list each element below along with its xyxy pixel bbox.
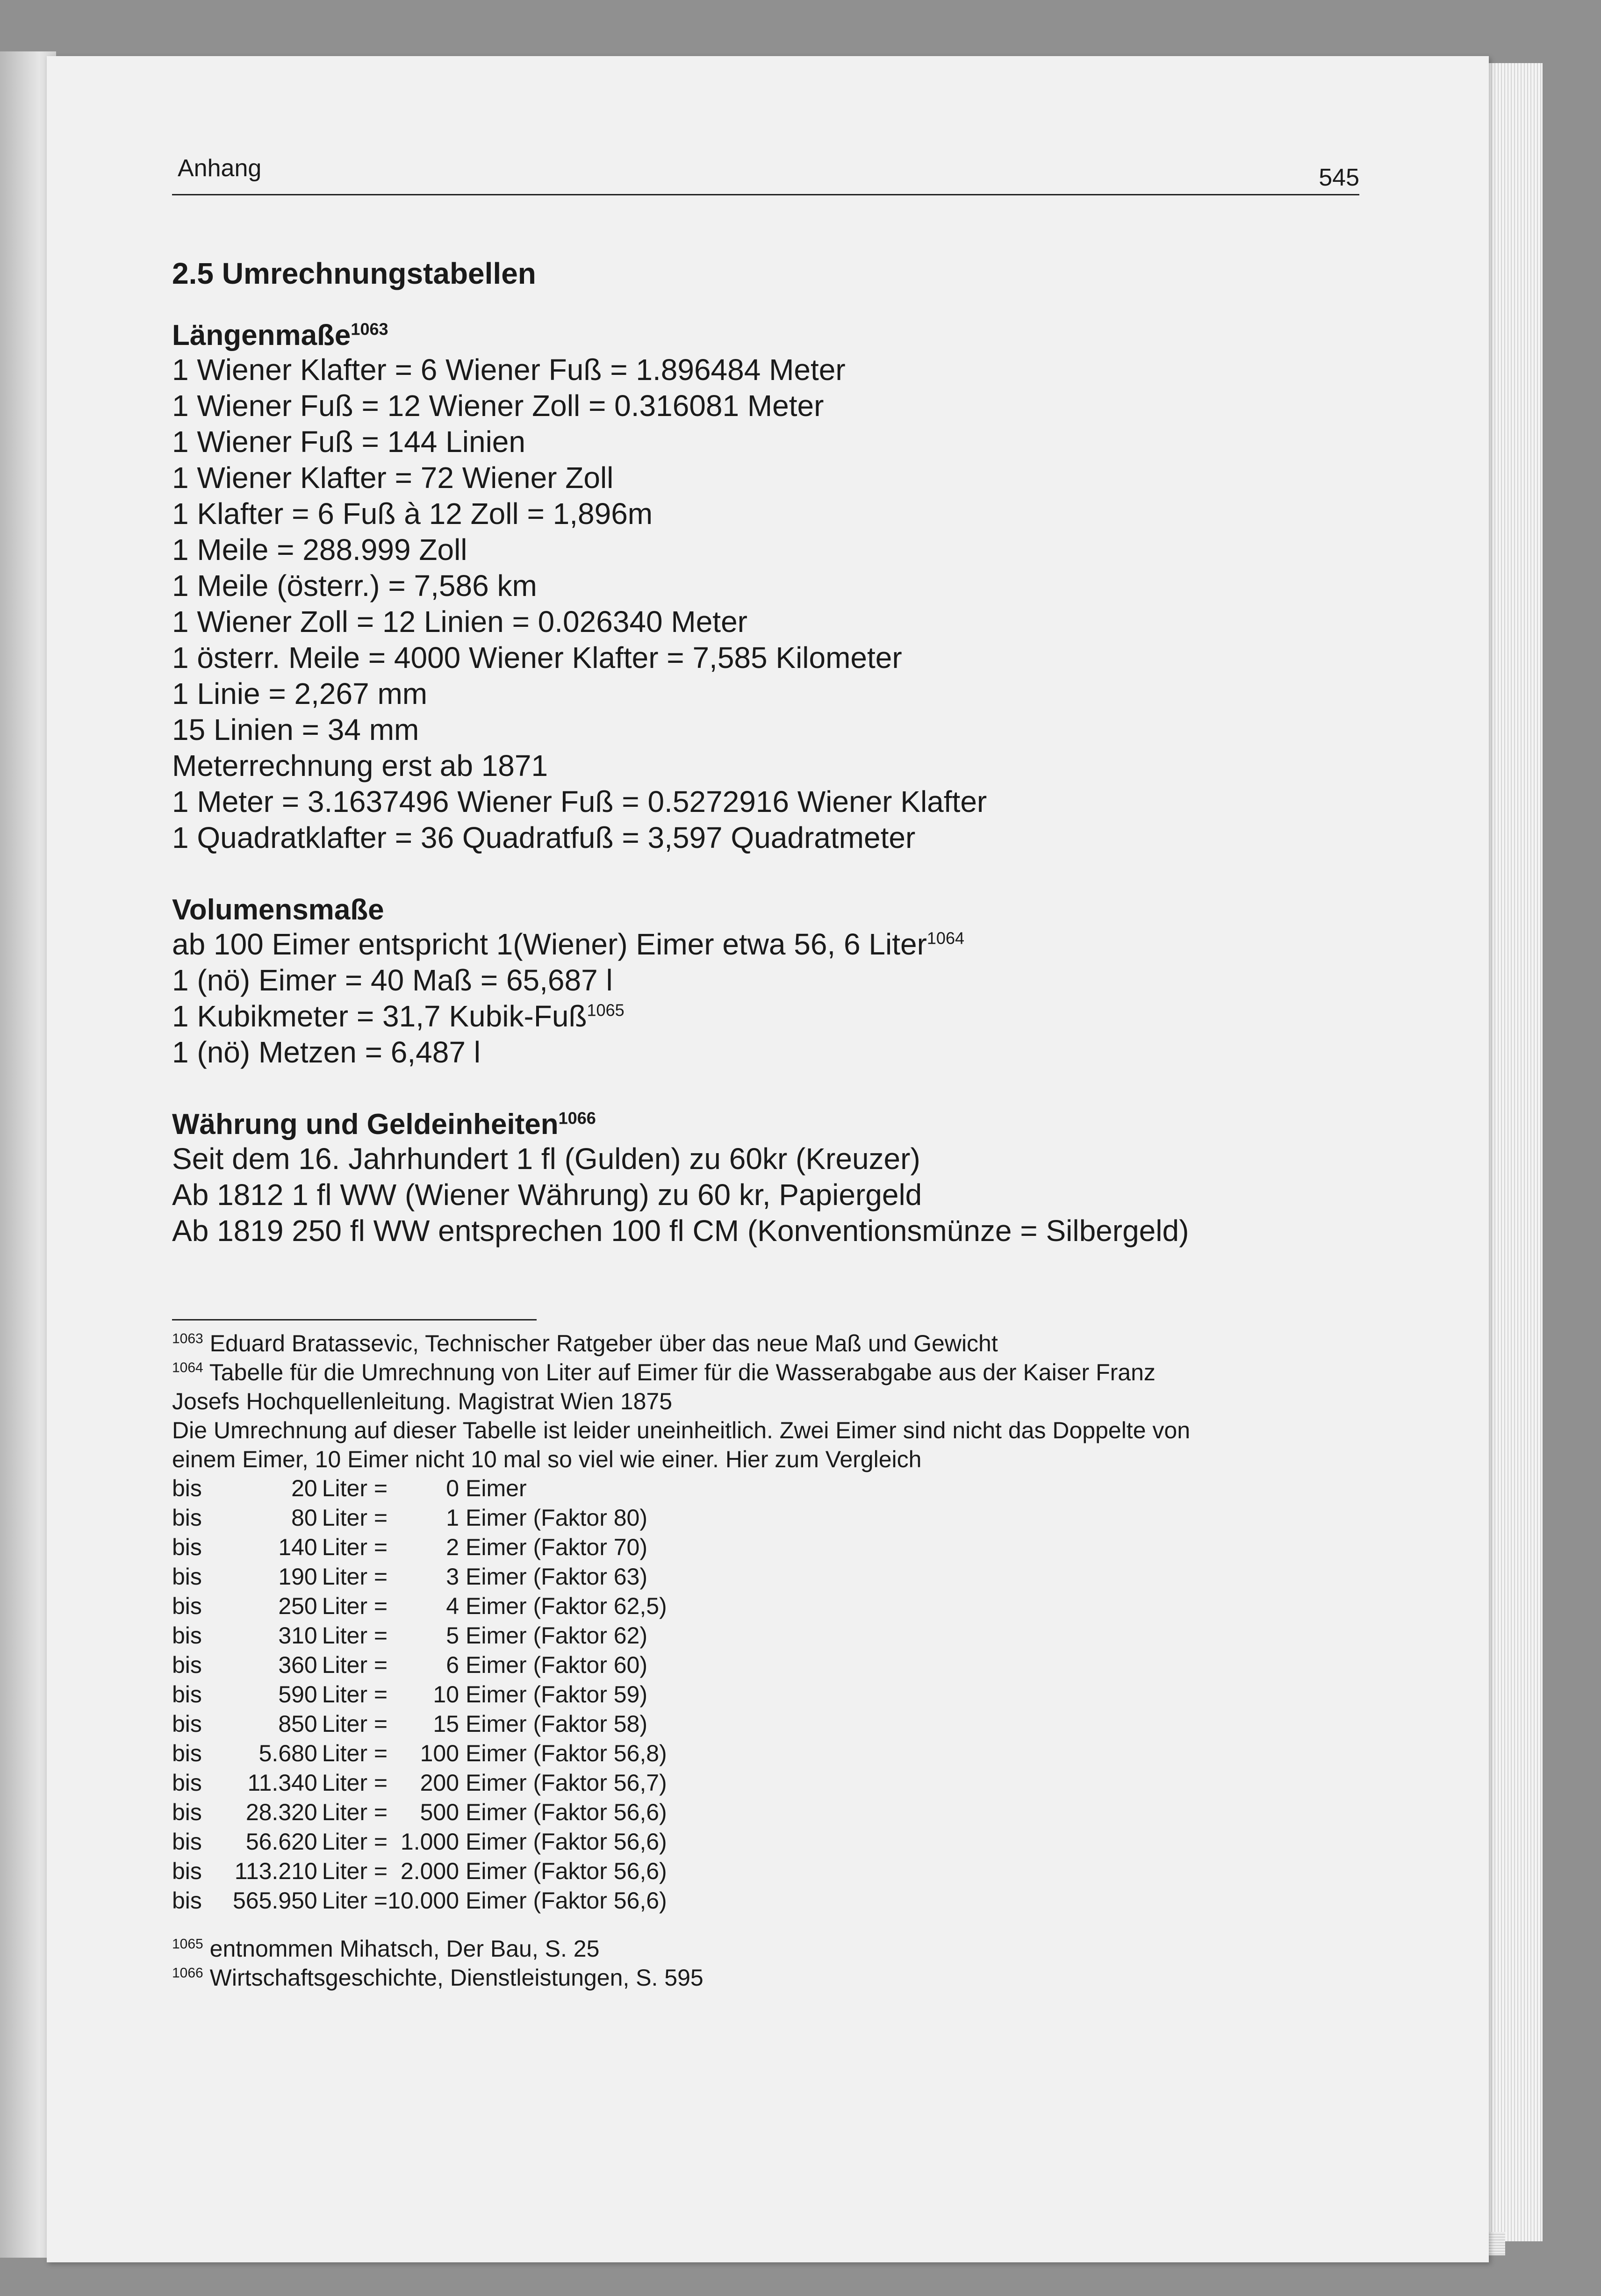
table-row [172,1680,667,1709]
cell-bis: bis [172,1593,202,1619]
cell-eimer: 1.000 [400,1829,459,1855]
laengen-line: 15 Linien = 34 mm [172,713,419,746]
table-row [172,1886,667,1916]
cell-bis: bis [172,1770,202,1796]
cell-eimer: 5 [446,1622,459,1649]
cell-rest: Eimer (Faktor 56,6) [466,1858,667,1884]
laengen-line: 1 Klafter = 6 Fuß à 12 Zoll = 1,896m [172,497,653,531]
cell-bis: bis [172,1799,202,1825]
cell-liter: 360 [278,1652,317,1678]
footnote-separator [172,1319,537,1320]
cell-liter: 20 [291,1475,317,1501]
cell-liter: 28.320 [245,1799,317,1825]
cell-bis: bis [172,1505,202,1531]
cell-rest: Eimer (Faktor 56,8) [466,1740,667,1766]
table-row [172,1474,667,1503]
header-title: Anhang [178,155,262,182]
cell-rest: Eimer (Faktor 62) [466,1622,648,1649]
table-row [172,1768,667,1798]
cell-eimer: 200 [420,1770,459,1796]
cell-eimer: 3 [446,1564,459,1590]
cell-bis: bis [172,1652,202,1678]
cell-bis: bis [172,1887,202,1914]
volumen-line-text: 1 Kubikmeter = 31,7 Kubik-Fuß [172,999,587,1033]
footnote-text: Eduard Bratassevic, Technischer Ratgeber über das neue Maß und Gewicht [203,1330,998,1356]
cell-bis: bis [172,1711,202,1737]
waehrung-line: Ab 1812 1 fl WW (Wiener Währung) zu 60 kr, Papiergeld [172,1178,922,1212]
footnote-ref-1066: 1066 [558,1108,596,1128]
cell-eimer: 2 [446,1534,459,1560]
table-row [172,1709,667,1739]
table-row [172,1533,667,1562]
cell-rest: Eimer (Faktor 60) [466,1652,648,1678]
volumen-line: 1 (nö) Eimer = 40 Maß = 65,687 l [172,963,613,997]
cell-unit: Liter = [322,1593,388,1619]
cell-unit: Liter = [322,1829,388,1855]
cell-liter: 310 [278,1622,317,1649]
cell-rest: Eimer (Faktor 70) [466,1534,648,1560]
footnote-number: 1065 [172,1936,203,1952]
footnote-ref-1063: 1063 [351,319,388,339]
cell-rest: Eimer (Faktor 80) [466,1505,648,1531]
cell-unit: Liter = [322,1770,388,1796]
cell-liter: 565.950 [233,1887,317,1914]
cell-unit: Liter = [322,1564,388,1590]
cell-bis: bis [172,1475,202,1501]
laengen-line: 1 Linie = 2,267 mm [172,677,428,710]
cell-liter: 11.340 [247,1770,317,1796]
cell-liter: 190 [278,1564,317,1590]
cell-rest: Eimer (Faktor 56,6) [466,1887,667,1914]
footnote-1066 [172,1963,1359,1992]
laengen-line: 1 Meter = 3.1637496 Wiener Fuß = 0.5272916 Wiener Klafter [172,785,987,818]
footnote-1064 [172,1358,1359,1387]
laengen-line: 1 Wiener Klafter = 6 Wiener Fuß = 1.896484 Meter [172,353,846,387]
laengen-line: 1 Quadratklafter = 36 Quadratfuß = 3,597 Quadratmeter [172,821,916,854]
cell-rest: Eimer (Faktor 56,7) [466,1770,667,1796]
cell-bis: bis [172,1858,202,1884]
conversion-table [172,1474,667,1916]
cell-eimer: 500 [420,1799,459,1825]
table-row [172,1503,667,1533]
cell-rest: Eimer (Faktor 63) [466,1564,648,1590]
cell-rest: Eimer (Faktor 56,6) [466,1799,667,1825]
laengen-line: 1 Wiener Klafter = 72 Wiener Zoll [172,461,614,495]
footnote-number: 1064 [172,1360,203,1376]
cell-eimer: 0 [446,1475,459,1501]
laengen-line: 1 österr. Meile = 4000 Wiener Klafter = 7,585 Kilometer [172,641,902,674]
cell-rest: Eimer (Faktor 56,6) [466,1829,667,1855]
laengen-title: Längenmaße [172,319,351,352]
cell-eimer: 6 [446,1652,459,1678]
footnote-1064-cont: Die Umrechnung auf dieser Tabelle ist leider uneinheitlich. Zwei Eimer sind nicht das Doppelte von [172,1417,1191,1443]
volumen-heading: Volumensmaße [172,894,384,926]
waehrung-title: Währung und Geldeinheiten [172,1108,559,1141]
footnote-ref-1065: 1065 [587,1000,625,1020]
waehrung-list [172,1141,1359,1249]
cell-liter: 113.210 [234,1858,317,1884]
cell-unit: Liter = [322,1711,388,1737]
table-row [172,1739,667,1768]
table-row [172,1857,667,1886]
footnote-1065 [172,1934,1359,1963]
cell-liter: 80 [291,1505,317,1531]
cell-eimer: 4 [446,1593,459,1619]
cell-eimer: 1 [446,1505,459,1531]
cell-eimer: 10 [433,1681,459,1708]
laengen-line: Meterrechnung erst ab 1871 [172,749,548,782]
cell-liter: 5.680 [258,1740,317,1766]
cell-bis: bis [172,1622,202,1649]
cell-unit: Liter = [322,1799,388,1825]
table-row [172,1621,667,1650]
footnote-number: 1063 [172,1331,203,1347]
cell-eimer: 2.000 [400,1858,459,1884]
cell-unit: Liter = [322,1681,388,1708]
laengen-line: 1 Meile (österr.) = 7,586 km [172,569,537,603]
cell-unit: Liter = [322,1858,388,1884]
cell-bis: bis [172,1534,202,1560]
cell-bis: bis [172,1829,202,1855]
cell-bis: bis [172,1740,202,1766]
laengen-list [172,352,1359,856]
table-row [172,1650,667,1680]
volumen-line [172,998,1359,1034]
footnote-1064-cont: Josefs Hochquellenleitung. Magistrat Wien 1875 [172,1388,673,1414]
waehrung-heading [172,1108,1359,1141]
cell-unit: Liter = [322,1887,388,1914]
running-header [172,150,1359,195]
footnote-number: 1066 [172,1965,203,1981]
cell-liter: 250 [278,1593,317,1619]
footnote-text: entnommen Mihatsch, Der Bau, S. 25 [203,1936,600,1962]
page-number: 545 [1319,164,1359,191]
cell-eimer: 10.000 [388,1887,459,1914]
cell-unit: Liter = [322,1622,388,1649]
cell-unit: Liter = [322,1505,388,1531]
cell-bis: bis [172,1681,202,1708]
cell-rest: Eimer (Faktor 58) [466,1711,648,1737]
laengen-line: 1 Meile = 288.999 Zoll [172,533,467,567]
cell-unit: Liter = [322,1652,388,1678]
cell-rest: Eimer (Faktor 62,5) [466,1593,667,1619]
section-title: 2.5 Umrechnungstabellen [172,257,536,290]
cell-liter: 850 [278,1711,317,1737]
cell-unit: Liter = [322,1534,388,1560]
footnote-text: Wirtschaftsgeschichte, Dienstleistungen, S. 595 [203,1965,704,1991]
cell-rest: Eimer [466,1475,527,1501]
table-row [172,1798,667,1827]
laengen-line: 1 Wiener Fuß = 12 Wiener Zoll = 0.316081 Meter [172,389,824,423]
cell-rest: Eimer (Faktor 59) [466,1681,648,1708]
waehrung-line: Seit dem 16. Jahrhundert 1 fl (Gulden) zu 60kr (Kreuzer) [172,1142,920,1176]
cell-eimer: 15 [433,1711,459,1737]
table-row [172,1592,667,1621]
volumen-line-text: ab 100 Eimer entspricht 1(Wiener) Eimer etwa 56, 6 Liter [172,927,927,961]
table-row [172,1562,667,1592]
page-content [172,150,1359,1992]
cell-liter: 140 [278,1534,317,1560]
footnote-text: Tabelle für die Umrechnung von Liter auf Eimer für die Wasserabgabe aus der Kaiser Franz [203,1359,1156,1385]
volumen-line [172,926,1359,962]
cell-eimer: 100 [420,1740,459,1766]
waehrung-line: Ab 1819 250 fl WW entsprechen 100 fl CM (Konventionsmünze = Silbergeld) [172,1214,1189,1248]
cell-liter: 56.620 [245,1829,317,1855]
table-row [172,1827,667,1857]
volumen-line: 1 (nö) Metzen = 6,487 l [172,1035,481,1069]
laengen-line: 1 Wiener Zoll = 12 Linien = 0.026340 Meter [172,605,747,639]
cell-bis: bis [172,1564,202,1590]
footnote-1063 [172,1329,1359,1358]
cell-liter: 590 [278,1681,317,1708]
cell-unit: Liter = [322,1475,388,1501]
cell-unit: Liter = [322,1740,388,1766]
laengen-line: 1 Wiener Fuß = 144 Linien [172,425,525,459]
footnote-1064-cont: einem Eimer, 10 Eimer nicht 10 mal so viel wie einer. Hier zum Vergleich [172,1446,922,1472]
laengen-heading [172,319,1359,352]
footnote-ref-1064: 1064 [926,928,964,948]
